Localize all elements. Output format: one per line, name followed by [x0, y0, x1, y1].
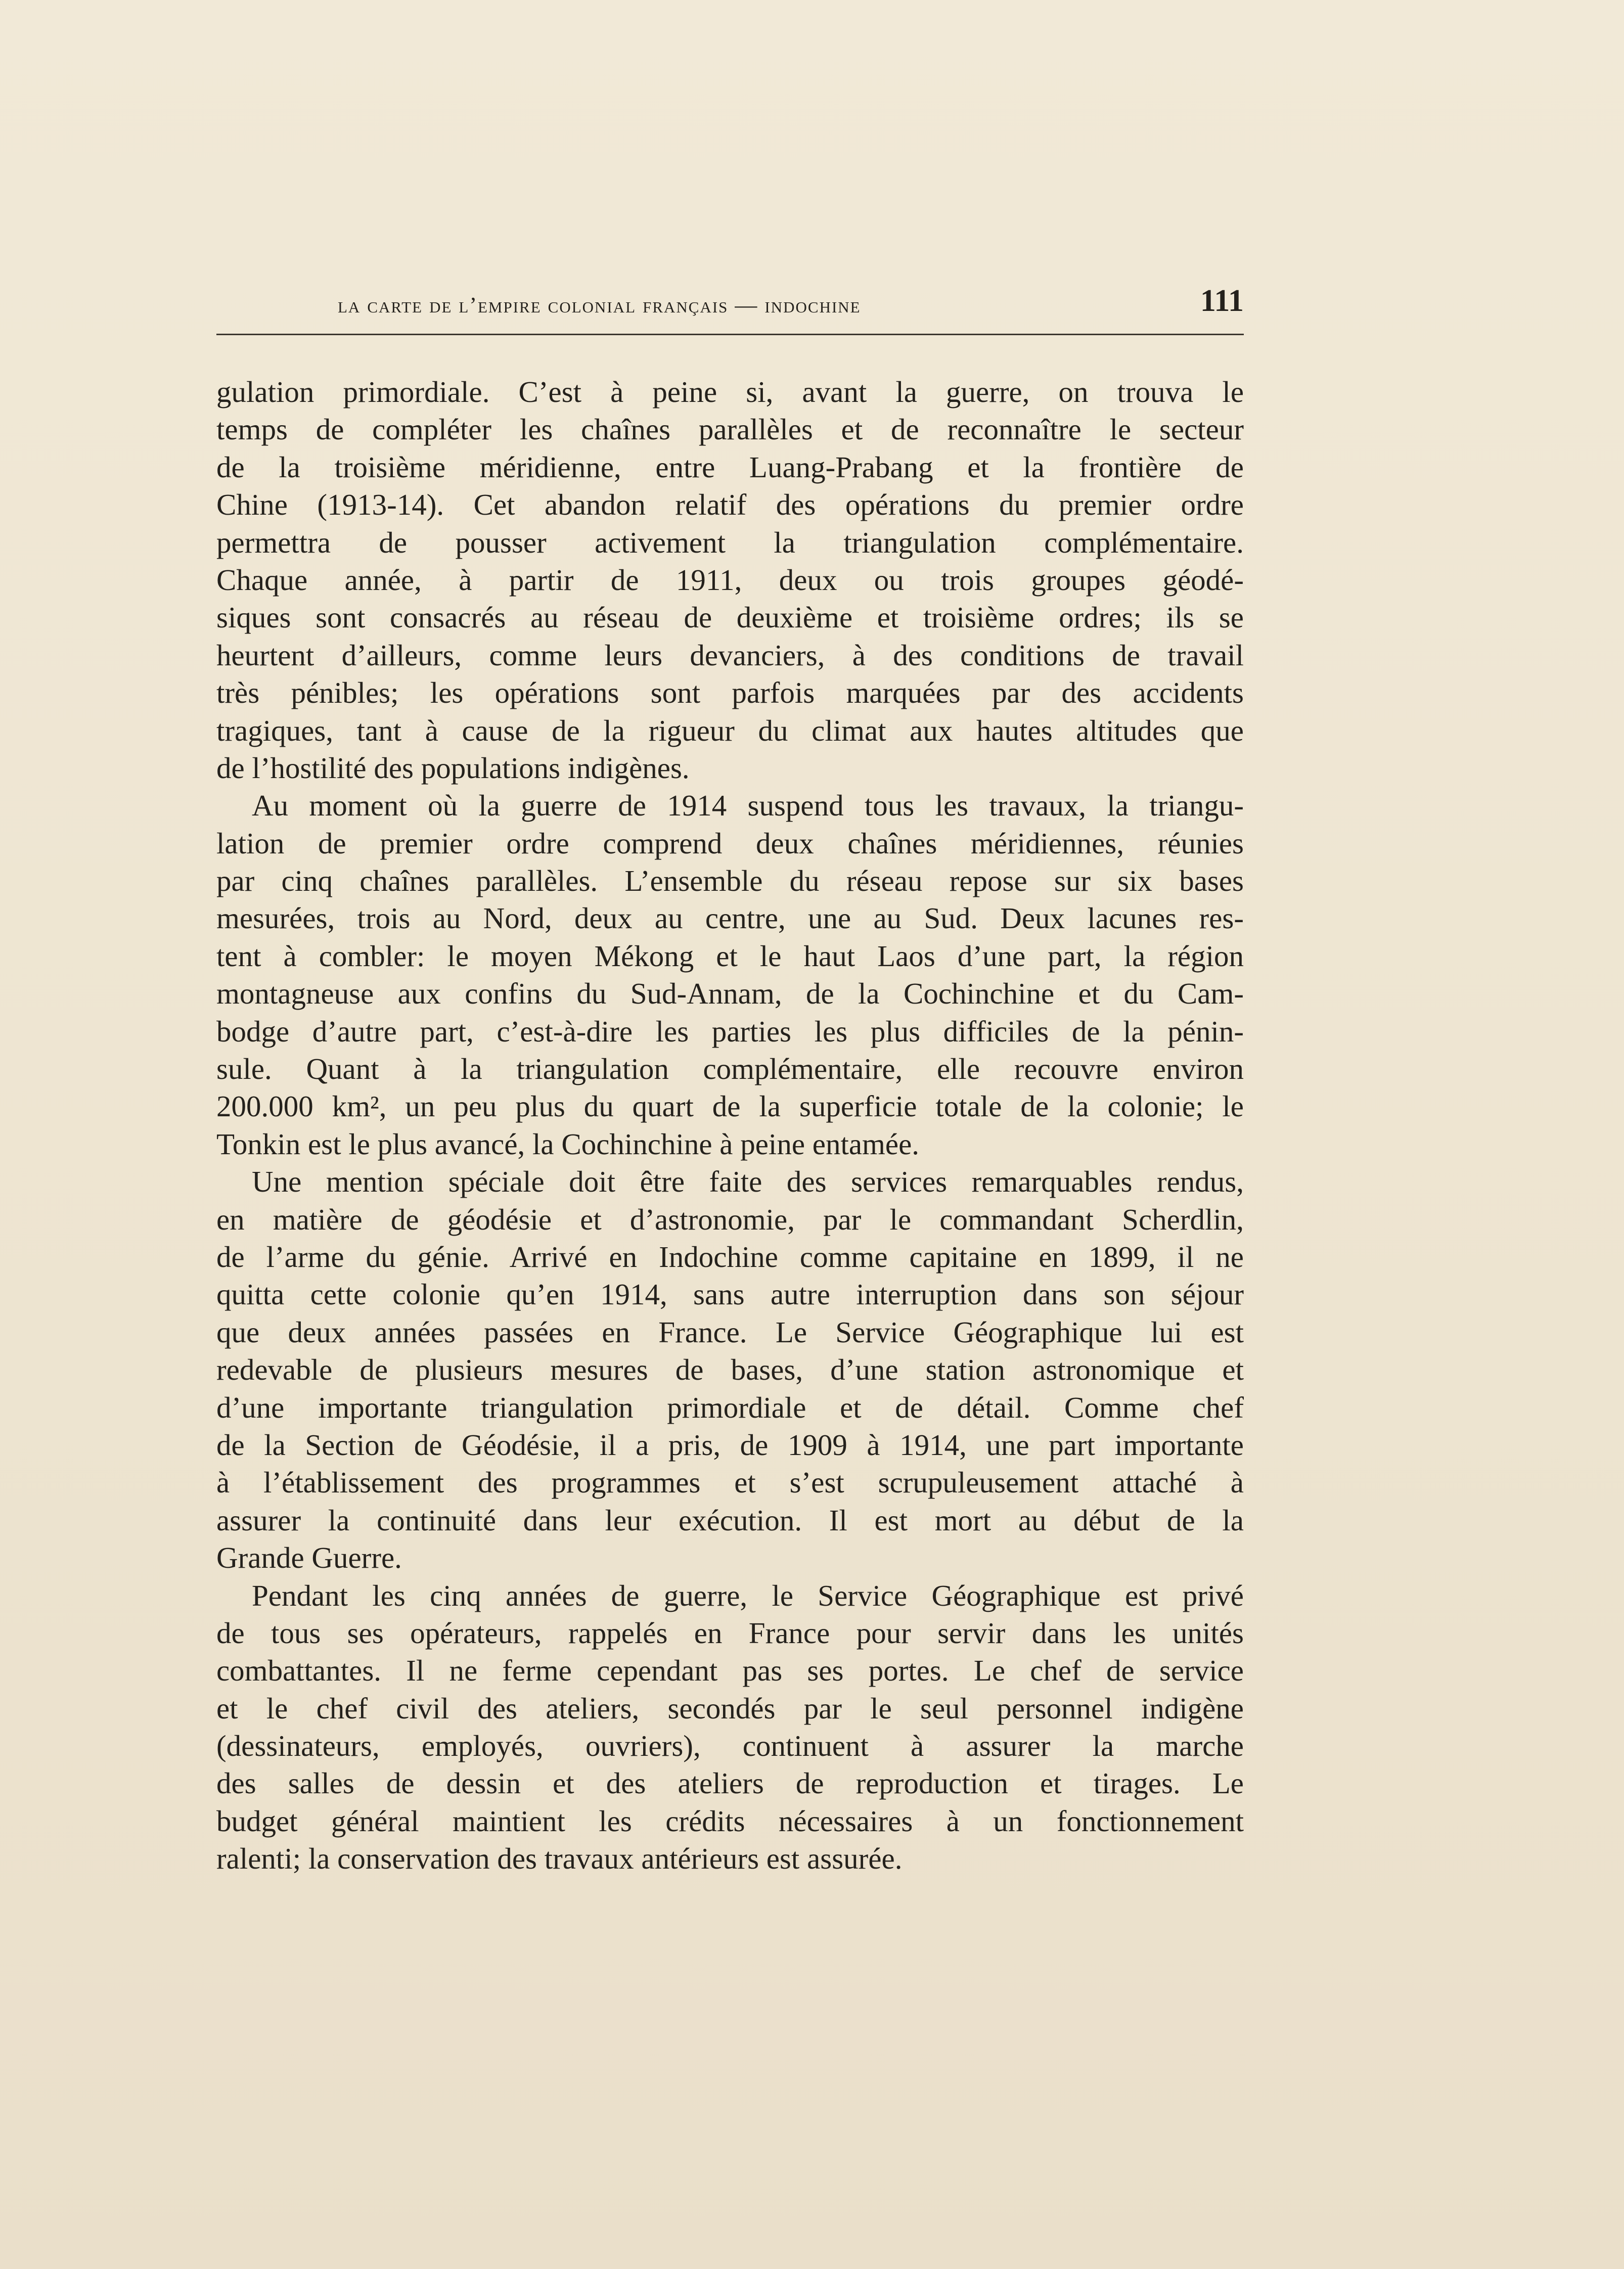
text-line: permettra de pousser activement la triangulation complémentaire. [216, 525, 1244, 559]
text-line: siques sont consacrés au réseau de deuxième et troisième ordres; ils se [216, 601, 1244, 634]
text-line: par cinq chaînes parallèles. L’ensemble du réseau repose sur six bases [216, 864, 1244, 898]
text-line: de tous ses opérateurs, rappelés en France pour servir dans les unités [216, 1616, 1244, 1650]
text-line: Une mention spéciale doit être faite des services remarquables rendus, [252, 1165, 1244, 1199]
text-line: quitta cette colonie qu’en 1914, sans autre interruption dans son séjour [216, 1278, 1244, 1311]
text-line: redevable de plusieurs mesures de bases, d’une station astronomique et [216, 1353, 1244, 1387]
text-line: Chaque année, à partir de 1911, deux ou trois groupes géodé- [216, 563, 1244, 597]
text-line: montagneuse aux confins du Sud-Annam, de la Cochinchine et du Cam- [216, 977, 1244, 1011]
text-line: de la Section de Géodésie, il a pris, de 1909 à 1914, une part importante [216, 1428, 1244, 1462]
page-header [216, 283, 1244, 329]
text-line: lation de premier ordre comprend deux chaînes méridiennes, réunies [216, 826, 1244, 860]
text-line: mesurées, trois au Nord, deux au centre, une au Sud. Deux lacunes res- [216, 901, 1244, 935]
text-line: à l’établissement des programmes et s’est scrupuleusement attaché à [216, 1466, 1244, 1500]
text-line: tragiques, tant à cause de la rigueur du climat aux hautes altitudes que [216, 713, 1244, 747]
text-line: tent à combler: le moyen Mékong et le haut Laos d’une part, la région [216, 939, 1244, 973]
text-line: Grande Guerre. [216, 1541, 402, 1575]
text-line: 200.000 km², un peu plus du quart de la superficie totale de la colonie; le [216, 1090, 1244, 1123]
text-line: gulation primordiale. C’est à peine si, avant la guerre, on trouva le [216, 375, 1244, 409]
text-line: de la troisième méridienne, entre Luang-Prabang et la frontière de [216, 450, 1244, 484]
text-line: ralenti; la conservation des travaux antérieurs est assurée. [216, 1842, 903, 1876]
text-line: de l’hostilité des populations indigènes. [216, 751, 690, 785]
text-line: assurer la continuité dans leur exécution. Il est mort au début de la [216, 1503, 1244, 1537]
text-line: d’une importante triangulation primordiale et de détail. Comme chef [216, 1390, 1244, 1424]
body-text [216, 373, 1244, 1878]
text-line: Au moment où la guerre de 1914 suspend tous les travaux, la triangu- [252, 789, 1244, 823]
text-line: de l’arme du génie. Arrivé en Indochine comme capitaine en 1899, il ne [216, 1240, 1244, 1274]
text-line: sule. Quant à la triangulation complémentaire, elle recouvre environ [216, 1052, 1244, 1086]
text-line: Pendant les cinq années de guerre, le Service Géographique est privé [252, 1578, 1244, 1612]
header-rule [216, 334, 1244, 335]
text-line: budget général maintient les crédits nécessaires à un fonctionnement [216, 1804, 1244, 1838]
page-number: 111 [1200, 284, 1244, 318]
text-line: combattantes. Il ne ferme cependant pas ses portes. Le chef de service [216, 1654, 1244, 1688]
text-line: heurtent d’ailleurs, comme leurs devanciers, à des conditions de travail [216, 638, 1244, 672]
running-title: la carte de l’empire colonial français — indochine [338, 293, 861, 317]
text-line: très pénibles; les opérations sont parfois marquées par des accidents [216, 676, 1244, 710]
text-line: (dessinateurs, employés, ouvriers), continuent à assurer la marche [216, 1729, 1244, 1763]
text-line: Chine (1913-14). Cet abandon relatif des opérations du premier ordre [216, 488, 1244, 522]
text-line: et le chef civil des ateliers, secondés par le seul personnel indigène [216, 1691, 1244, 1725]
text-line: des salles de dessin et des ateliers de reproduction et tirages. Le [216, 1766, 1244, 1800]
text-line: en matière de géodésie et d’astronomie, par le commandant Scherdlin, [216, 1202, 1244, 1236]
text-line: que deux années passées en France. Le Service Géographique lui est [216, 1315, 1244, 1349]
text-line: temps de compléter les chaînes parallèles et de reconnaître le secteur [216, 413, 1244, 446]
text-line: Tonkin est le plus avancé, la Cochinchine à peine entamée. [216, 1127, 920, 1161]
text-line: bodge d’autre part, c’est-à-dire les parties les plus difficiles de la pénin- [216, 1014, 1244, 1048]
